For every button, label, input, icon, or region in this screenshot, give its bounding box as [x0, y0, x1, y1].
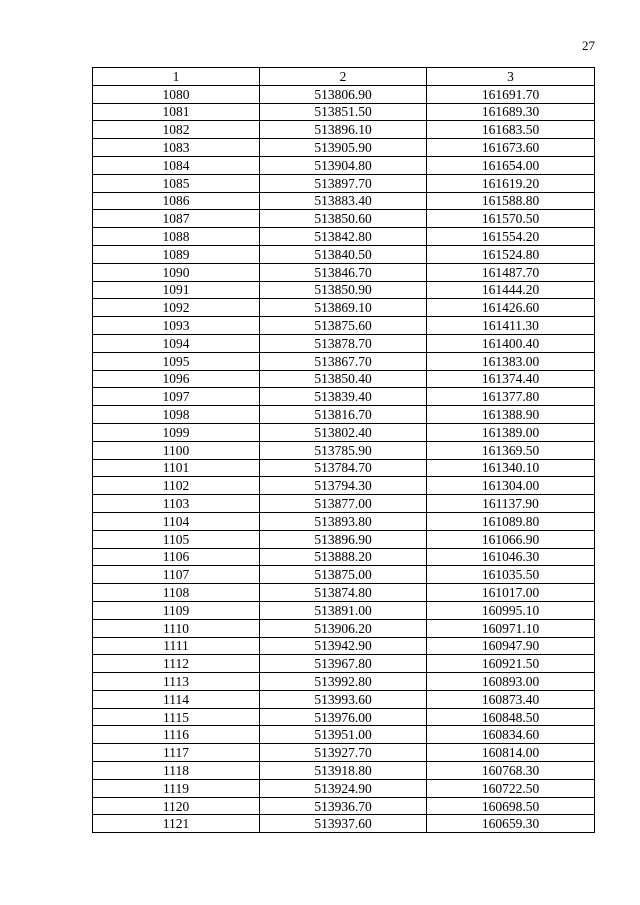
table-row [93, 406, 595, 424]
point-number-cell: 1085 [93, 174, 260, 192]
table-row [93, 815, 595, 833]
point-number-cell: 1100 [93, 441, 260, 459]
table-row [93, 423, 595, 441]
point-number-cell: 1091 [93, 281, 260, 299]
x-coordinate-cell: 513924.90 [260, 779, 427, 797]
x-coordinate-cell: 513785.90 [260, 441, 427, 459]
x-coordinate-cell: 513839.40 [260, 388, 427, 406]
x-coordinate-cell: 513875.00 [260, 566, 427, 584]
column-header-3: 3 [427, 68, 595, 86]
y-coordinate-cell: 161137.90 [427, 495, 595, 513]
point-number-cell: 1097 [93, 388, 260, 406]
table-row [93, 299, 595, 317]
y-coordinate-cell: 161377.80 [427, 388, 595, 406]
y-coordinate-cell: 161411.30 [427, 317, 595, 335]
y-coordinate-cell: 161588.80 [427, 192, 595, 210]
point-number-cell: 1082 [93, 121, 260, 139]
y-coordinate-cell: 161035.50 [427, 566, 595, 584]
header-row [93, 68, 595, 86]
point-number-cell: 1095 [93, 352, 260, 370]
x-coordinate-cell: 513927.70 [260, 744, 427, 762]
x-coordinate-cell: 513794.30 [260, 477, 427, 495]
column-header-1: 1 [93, 68, 260, 86]
table-row [93, 744, 595, 762]
y-coordinate-cell: 161066.90 [427, 530, 595, 548]
y-coordinate-cell: 161683.50 [427, 121, 595, 139]
table-row [93, 139, 595, 157]
table-row [93, 352, 595, 370]
point-number-cell: 1114 [93, 690, 260, 708]
y-coordinate-cell: 161369.50 [427, 441, 595, 459]
y-coordinate-cell: 161388.90 [427, 406, 595, 424]
x-coordinate-cell: 513897.70 [260, 174, 427, 192]
point-number-cell: 1081 [93, 103, 260, 121]
y-coordinate-cell: 160921.50 [427, 655, 595, 673]
point-number-cell: 1110 [93, 619, 260, 637]
y-coordinate-cell: 160722.50 [427, 779, 595, 797]
x-coordinate-cell: 513850.90 [260, 281, 427, 299]
x-coordinate-cell: 513993.60 [260, 690, 427, 708]
x-coordinate-cell: 513967.80 [260, 655, 427, 673]
table-row [93, 619, 595, 637]
point-number-cell: 1119 [93, 779, 260, 797]
table-row [93, 495, 595, 513]
y-coordinate-cell: 161689.30 [427, 103, 595, 121]
table-row [93, 121, 595, 139]
table-row [93, 103, 595, 121]
point-number-cell: 1090 [93, 263, 260, 281]
x-coordinate-cell: 513851.50 [260, 103, 427, 121]
y-coordinate-cell: 160814.00 [427, 744, 595, 762]
y-coordinate-cell: 161444.20 [427, 281, 595, 299]
y-coordinate-cell: 161017.00 [427, 584, 595, 602]
y-coordinate-cell: 161487.70 [427, 263, 595, 281]
point-number-cell: 1118 [93, 762, 260, 780]
x-coordinate-cell: 513802.40 [260, 423, 427, 441]
table-row [93, 85, 595, 103]
point-number-cell: 1121 [93, 815, 260, 833]
y-coordinate-cell: 161554.20 [427, 228, 595, 246]
x-coordinate-cell: 513816.70 [260, 406, 427, 424]
x-coordinate-cell: 513896.90 [260, 530, 427, 548]
point-number-cell: 1101 [93, 459, 260, 477]
table-row [93, 530, 595, 548]
point-number-cell: 1107 [93, 566, 260, 584]
table-row [93, 762, 595, 780]
x-coordinate-cell: 513888.20 [260, 548, 427, 566]
point-number-cell: 1108 [93, 584, 260, 602]
x-coordinate-cell: 513850.40 [260, 370, 427, 388]
y-coordinate-cell: 161304.00 [427, 477, 595, 495]
y-coordinate-cell: 160848.50 [427, 708, 595, 726]
point-number-cell: 1109 [93, 601, 260, 619]
table-row [93, 708, 595, 726]
y-coordinate-cell: 161089.80 [427, 512, 595, 530]
x-coordinate-cell: 513840.50 [260, 245, 427, 263]
x-coordinate-cell: 513976.00 [260, 708, 427, 726]
point-number-cell: 1089 [93, 245, 260, 263]
table-row [93, 655, 595, 673]
point-number-cell: 1115 [93, 708, 260, 726]
x-coordinate-cell: 513891.00 [260, 601, 427, 619]
point-number-cell: 1111 [93, 637, 260, 655]
y-coordinate-cell: 161570.50 [427, 210, 595, 228]
x-coordinate-cell: 513875.60 [260, 317, 427, 335]
point-number-cell: 1102 [93, 477, 260, 495]
table-row [93, 477, 595, 495]
table-row [93, 459, 595, 477]
table-row [93, 210, 595, 228]
table-row [93, 726, 595, 744]
x-coordinate-cell: 513869.10 [260, 299, 427, 317]
table-row [93, 192, 595, 210]
point-number-cell: 1105 [93, 530, 260, 548]
page-number: 27 [582, 38, 595, 53]
table-row [93, 388, 595, 406]
x-coordinate-cell: 513846.70 [260, 263, 427, 281]
table-row [93, 797, 595, 815]
point-number-cell: 1096 [93, 370, 260, 388]
point-number-cell: 1094 [93, 334, 260, 352]
table-row [93, 370, 595, 388]
table-row [93, 156, 595, 174]
y-coordinate-cell: 160893.00 [427, 673, 595, 691]
y-coordinate-cell: 161691.70 [427, 85, 595, 103]
point-number-cell: 1084 [93, 156, 260, 174]
point-number-cell: 1103 [93, 495, 260, 513]
x-coordinate-cell: 513942.90 [260, 637, 427, 655]
x-coordinate-cell: 513842.80 [260, 228, 427, 246]
y-coordinate-cell: 161673.60 [427, 139, 595, 157]
table-row [93, 584, 595, 602]
y-coordinate-cell: 161619.20 [427, 174, 595, 192]
y-coordinate-cell: 161374.40 [427, 370, 595, 388]
point-number-cell: 1087 [93, 210, 260, 228]
x-coordinate-cell: 513906.20 [260, 619, 427, 637]
table-row [93, 512, 595, 530]
table-row [93, 779, 595, 797]
x-coordinate-cell: 513878.70 [260, 334, 427, 352]
y-coordinate-cell: 160659.30 [427, 815, 595, 833]
y-coordinate-cell: 160947.90 [427, 637, 595, 655]
x-coordinate-cell: 513867.70 [260, 352, 427, 370]
point-number-cell: 1098 [93, 406, 260, 424]
point-number-cell: 1083 [93, 139, 260, 157]
table-row [93, 174, 595, 192]
x-coordinate-cell: 513883.40 [260, 192, 427, 210]
x-coordinate-cell: 513905.90 [260, 139, 427, 157]
point-number-cell: 1088 [93, 228, 260, 246]
y-coordinate-cell: 160768.30 [427, 762, 595, 780]
y-coordinate-cell: 161389.00 [427, 423, 595, 441]
x-coordinate-cell: 513951.00 [260, 726, 427, 744]
x-coordinate-cell: 513806.90 [260, 85, 427, 103]
y-coordinate-cell: 161046.30 [427, 548, 595, 566]
table-row [93, 317, 595, 335]
y-coordinate-cell: 161340.10 [427, 459, 595, 477]
point-number-cell: 1104 [93, 512, 260, 530]
point-number-cell: 1112 [93, 655, 260, 673]
table-row [93, 637, 595, 655]
y-coordinate-cell: 160873.40 [427, 690, 595, 708]
point-number-cell: 1106 [93, 548, 260, 566]
table-row [93, 690, 595, 708]
table-row [93, 673, 595, 691]
x-coordinate-cell: 513874.80 [260, 584, 427, 602]
table-row [93, 334, 595, 352]
table-row [93, 548, 595, 566]
y-coordinate-cell: 160834.60 [427, 726, 595, 744]
point-number-cell: 1117 [93, 744, 260, 762]
table-row [93, 245, 595, 263]
x-coordinate-cell: 513936.70 [260, 797, 427, 815]
x-coordinate-cell: 513918.80 [260, 762, 427, 780]
table-row [93, 263, 595, 281]
x-coordinate-cell: 513992.80 [260, 673, 427, 691]
x-coordinate-cell: 513896.10 [260, 121, 427, 139]
y-coordinate-cell: 160971.10 [427, 619, 595, 637]
x-coordinate-cell: 513850.60 [260, 210, 427, 228]
point-number-cell: 1120 [93, 797, 260, 815]
table-header [93, 68, 595, 86]
point-number-cell: 1092 [93, 299, 260, 317]
point-number-cell: 1113 [93, 673, 260, 691]
column-header-2: 2 [260, 68, 427, 86]
x-coordinate-cell: 513904.80 [260, 156, 427, 174]
y-coordinate-cell: 160995.10 [427, 601, 595, 619]
y-coordinate-cell: 161426.60 [427, 299, 595, 317]
point-number-cell: 1086 [93, 192, 260, 210]
table-row [93, 228, 595, 246]
table-row [93, 601, 595, 619]
x-coordinate-cell: 513877.00 [260, 495, 427, 513]
table-row [93, 441, 595, 459]
y-coordinate-cell: 161654.00 [427, 156, 595, 174]
table-body [93, 85, 595, 832]
x-coordinate-cell: 513893.80 [260, 512, 427, 530]
coordinates-table [92, 67, 595, 833]
point-number-cell: 1080 [93, 85, 260, 103]
x-coordinate-cell: 513937.60 [260, 815, 427, 833]
point-number-cell: 1116 [93, 726, 260, 744]
table-row [93, 566, 595, 584]
y-coordinate-cell: 161400.40 [427, 334, 595, 352]
x-coordinate-cell: 513784.70 [260, 459, 427, 477]
y-coordinate-cell: 161524.80 [427, 245, 595, 263]
point-number-cell: 1099 [93, 423, 260, 441]
y-coordinate-cell: 161383.00 [427, 352, 595, 370]
point-number-cell: 1093 [93, 317, 260, 335]
y-coordinate-cell: 160698.50 [427, 797, 595, 815]
table-row [93, 281, 595, 299]
